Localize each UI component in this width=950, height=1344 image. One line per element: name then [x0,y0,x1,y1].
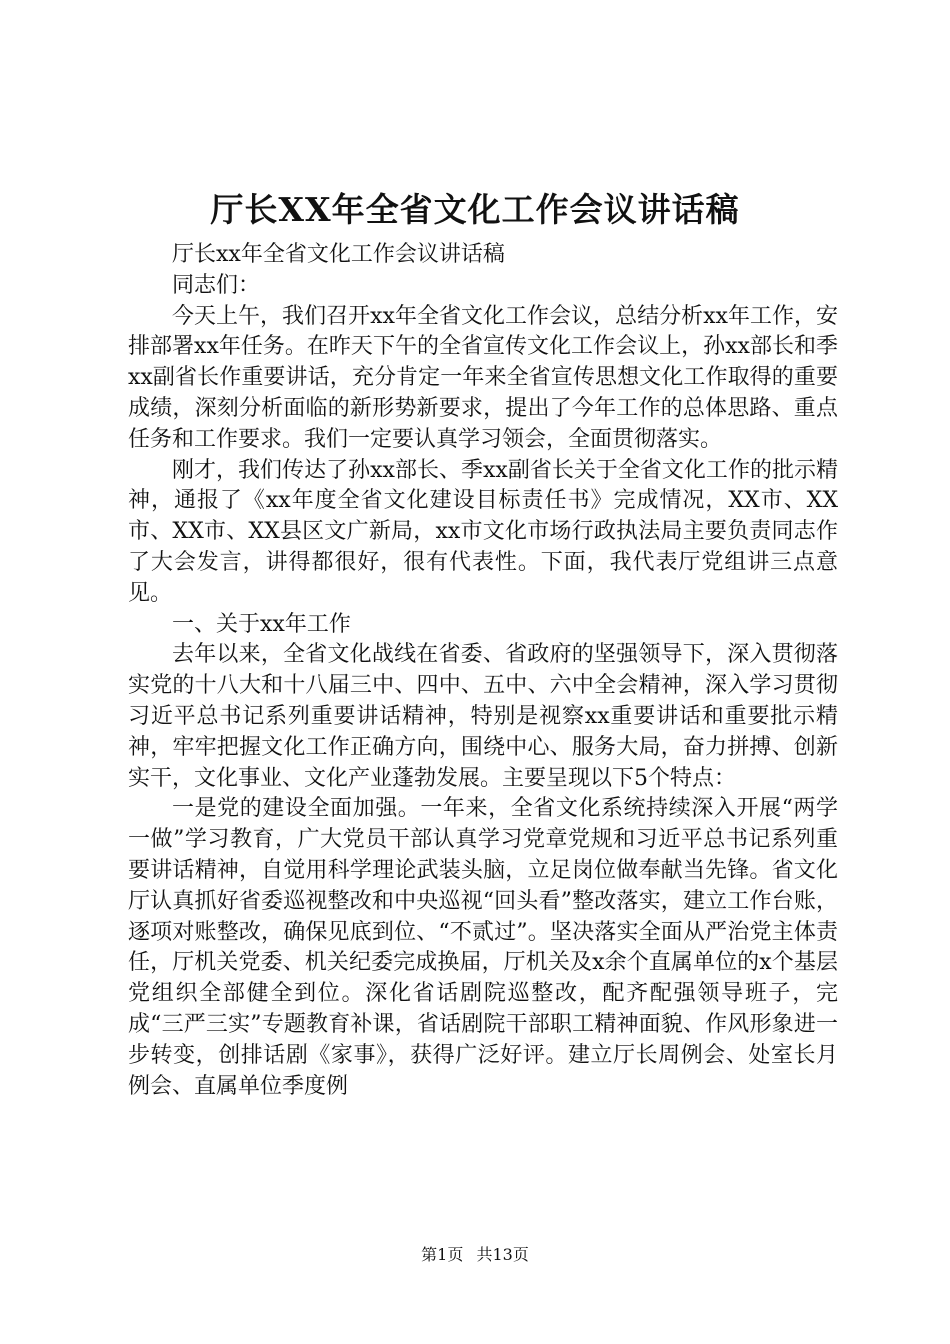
page-footer [0,1244,950,1266]
page-number: 第1页 [421,1245,464,1264]
section-heading: 一、关于xx年工作 [172,611,351,637]
page-total: 共13页 [476,1245,529,1264]
document-body [128,240,838,1102]
document-title: 厅长XX年全省文化工作会议讲话稿 [210,190,740,229]
paragraph: 一是党的建设全面加强。一年来，全省文化系统持续深入开展“两学一做”学习教育，广大党员干部认真学习党章党规和习近平总书记系列重要讲话精神，自觉用科学理论武装头脑，立足岗位做奉献当先锋。省文化厅认真抓好省委巡视整改和中央巡视“回头看”整改落实，建立工作台账，逐项对账整改，确保见底到位、“不贰过”。坚决落实全面从严治党主体责任，厅机关党委、机关纪委完成换届，厅机关及x余个直属单位的x个基层党组织全部健全到位。深化省话剧院巡整改，配齐配强领导班子，完成“三严三实”专题教育补课，省话剧院干部职工精神面貌、作风形象进一步转变，创排话剧《家事》，获得广泛好评。建立厅长周例会、处室长月例会、直属单位季度例 [128,796,838,1099]
paragraph: 刚才，我们传达了孙xx部长、季xx副省长关于全省文化工作的批示精神，通报了《xx年度全省文化建设目标责任书》完成情况，XX市、XX市、XX市、XX县区文广新局，xx市文化市场行政执法局主要负责同志作了大会发言，讲得都很好，很有代表性。下面，我代表厅党组讲三点意见。 [128,457,838,606]
paragraph-salutation: 同志们： [172,272,261,298]
paragraph: 去年以来，全省文化战线在省委、省政府的坚强领导下，深入贯彻落实党的十八大和十八届三中、四中、五中、六中全会精神，深入学习贯彻习近平总书记系列重要讲话精神，特别是视察xx重要讲话和重要批示精神，牢牢把握文化工作正确方向，围绕中心、服务大局，奋力拼搏、创新实干，文化事业、文化产业蓬勃发展。主要呈现以下5个特点： [128,642,838,791]
paragraph: 今天上午，我们召开xx年全省文化工作会议，总结分析xx年工作，安排部署xx年任务。在昨天下午的全省宣传文化工作会议上，孙xx部长和季xx副省长作重要讲话，充分肯定一年来全省宣传思想文化工作取得的重要成绩，深刻分析面临的新形势新要求，提出了今年工作的总体思路、重点任务和工作要求。我们一定要认真学习领会，全面贯彻落实。 [128,303,838,452]
paragraph-subtitle: 厅长xx年全省文化工作会议讲话稿 [172,242,505,267]
